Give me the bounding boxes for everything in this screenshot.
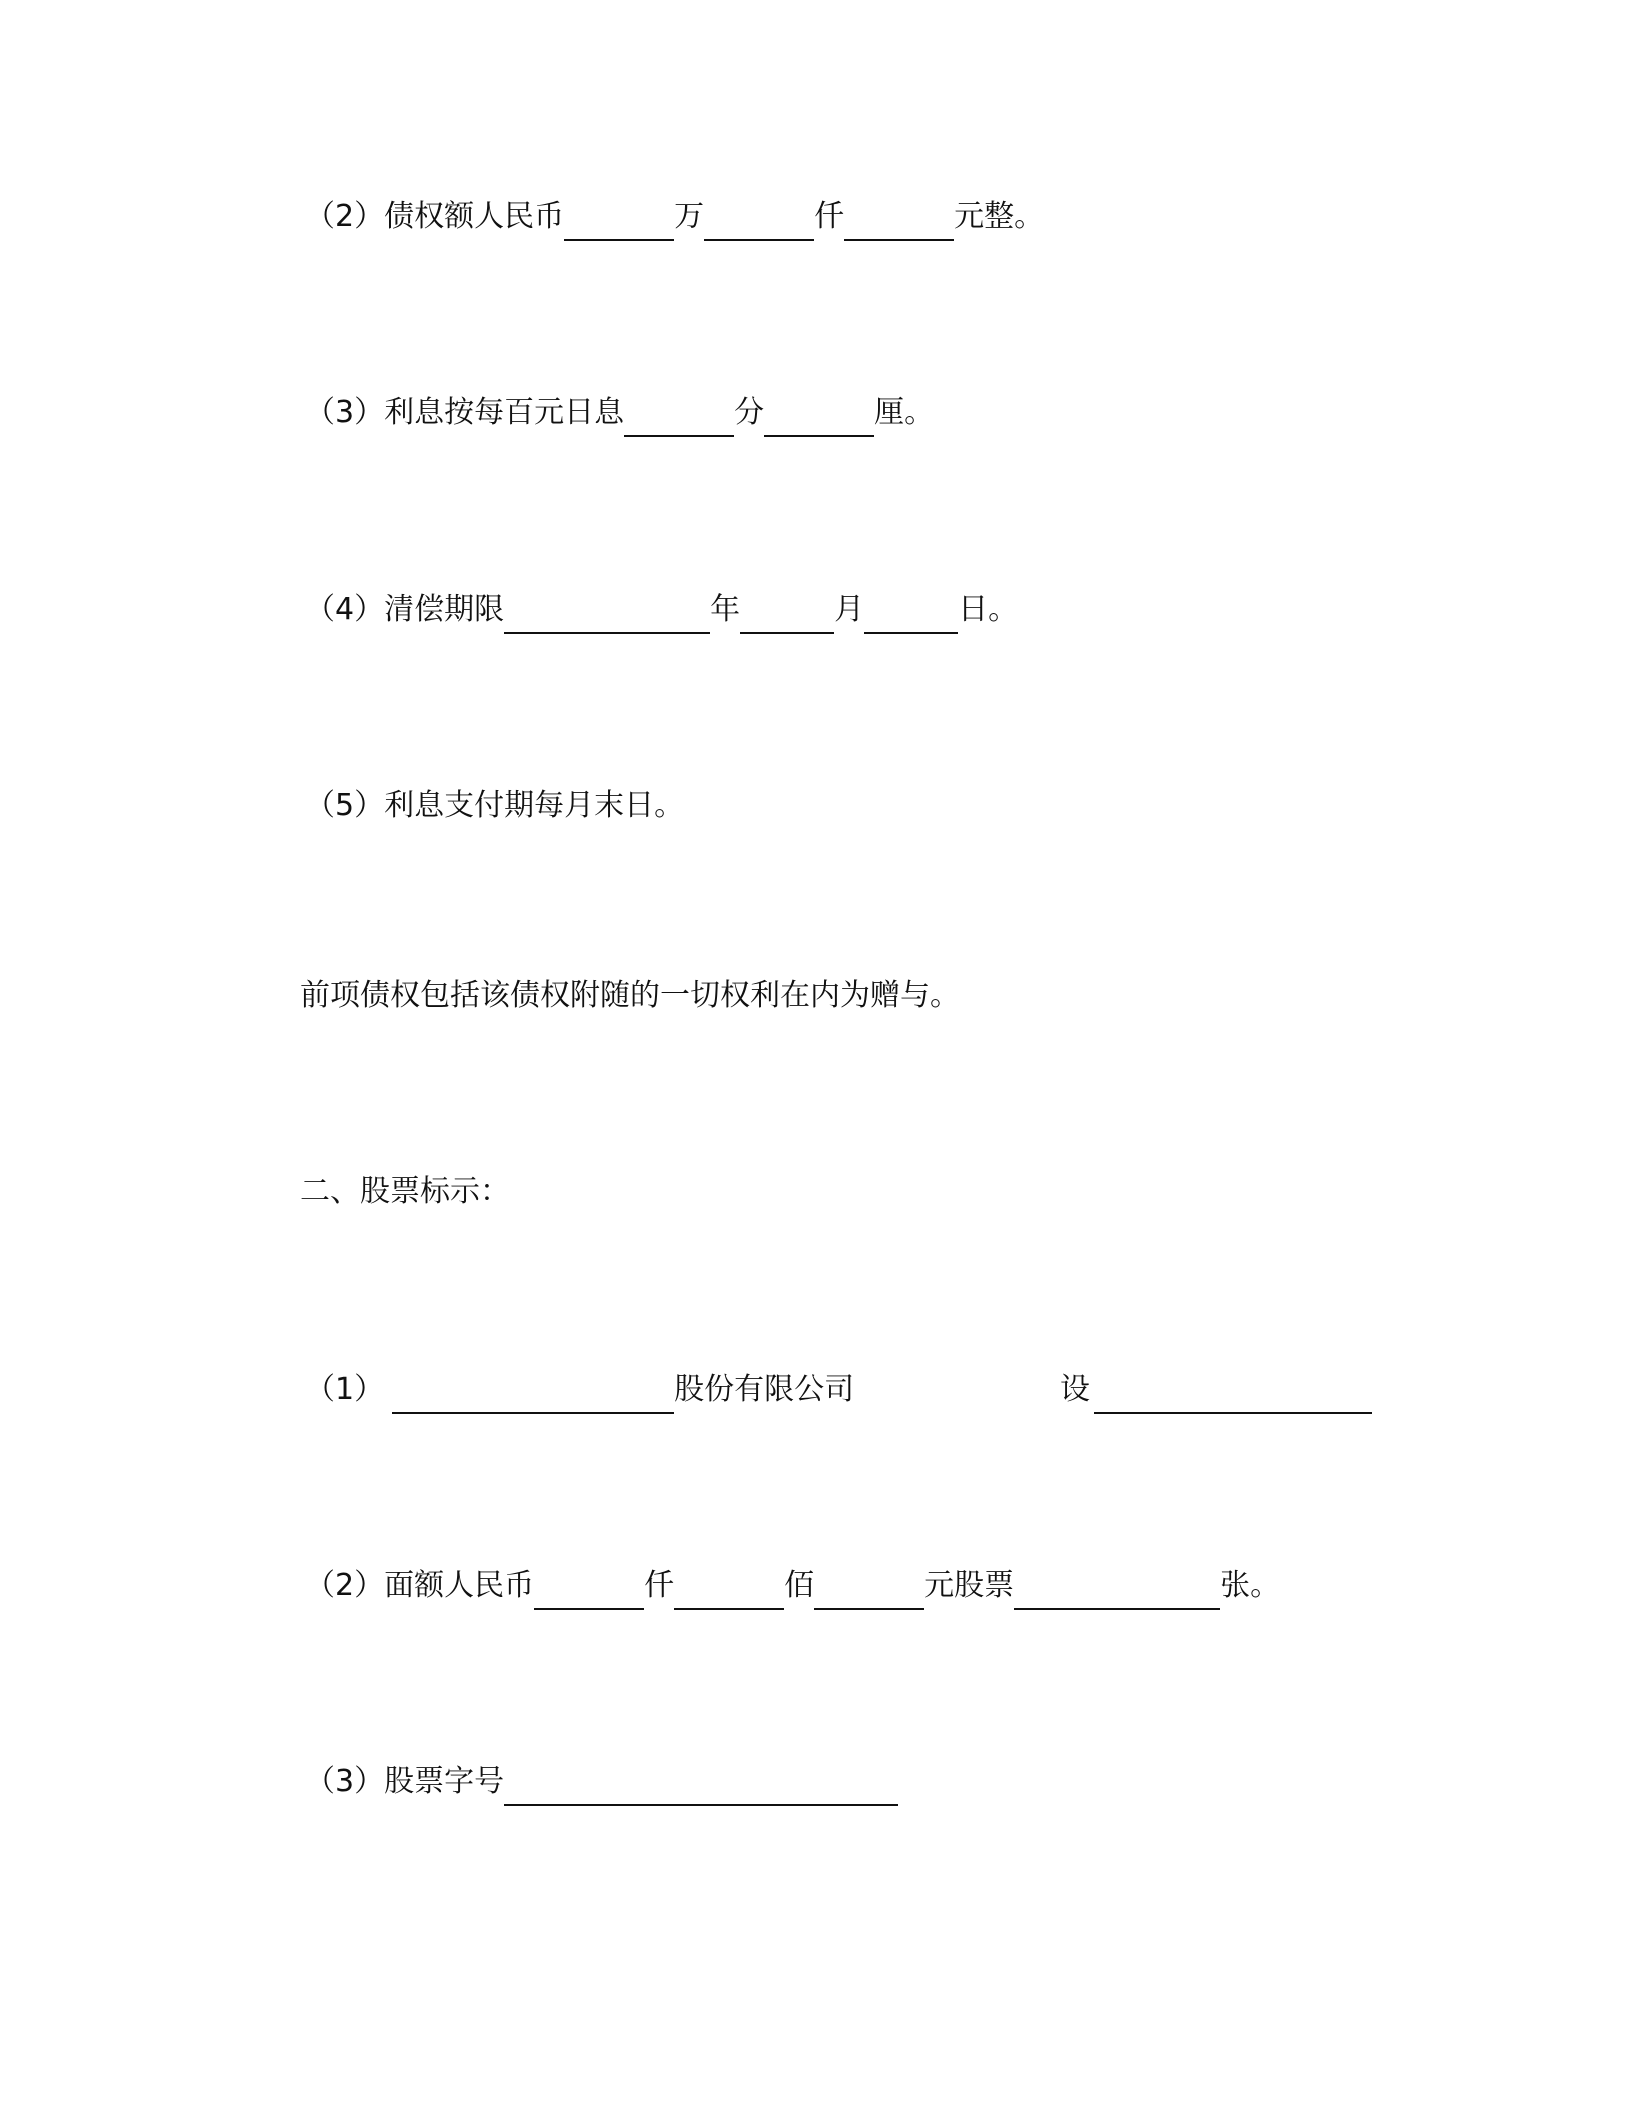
fen-unit: 分 [734,395,765,430]
debt-amount-label: 债权额人民币 [384,199,565,234]
qian-unit: 仟 [814,199,845,234]
zhang-unit: 张。 [1220,1568,1281,1603]
stock-serial-label: 股票字号 [384,1764,505,1799]
stock-face-value-line [305,1556,1280,1616]
share-count-blank[interactable] [1014,1562,1220,1610]
section-heading-text: 二、股票标示： [300,1174,510,1209]
stock-company-line [305,1360,854,1420]
stock-serial-blank[interactable] [504,1758,898,1806]
location-blank[interactable] [1094,1366,1372,1414]
month-unit: 月 [834,592,865,627]
interest-rate-label: 利息按每百元日息 [384,395,625,430]
month-blank[interactable] [740,586,834,634]
qian-unit: 仟 [644,1568,675,1603]
interest-payment-line [305,776,684,836]
item-number: （2） [305,199,385,234]
debt-amount-line [305,187,1044,247]
qian-blank[interactable] [704,193,814,241]
li-blank[interactable] [764,389,874,437]
yuan-unit: 元整。 [954,199,1045,234]
bai-blank[interactable] [674,1562,784,1610]
stock-serial-line [305,1752,898,1812]
item-number: （3） [305,395,385,430]
gift-scope-note [300,966,960,1026]
year-unit: 年 [710,592,741,627]
stock-location-line [1060,1360,1372,1420]
section-heading [300,1162,510,1222]
yuan-blank[interactable] [844,193,954,241]
day-unit: 日。 [958,592,1019,627]
gift-scope-text: 前项债权包括该债权附随的一切权利在内为赠与。 [300,978,960,1013]
repayment-deadline-label: 清偿期限 [384,592,505,627]
interest-payment-text: 利息支付期每月末日。 [384,788,685,823]
bai-unit: 佰 [784,1568,815,1603]
fen-blank[interactable] [624,389,734,437]
li-unit: 厘。 [874,395,935,430]
item-number: （5） [305,788,385,823]
year-blank[interactable] [504,586,710,634]
item-number: （3） [305,1764,385,1799]
interest-rate-line [305,383,934,443]
yuan-blank[interactable] [814,1562,924,1610]
company-name-blank[interactable] [392,1366,674,1414]
wan-blank[interactable] [564,193,674,241]
day-blank[interactable] [864,586,958,634]
yuan-stock-label: 元股票 [924,1568,1015,1603]
location-label: 设 [1060,1372,1090,1407]
wan-unit: 万 [674,199,705,234]
item-number: （2） [305,1568,385,1603]
company-suffix: 股份有限公司 [674,1372,855,1407]
item-number: （1） [305,1372,385,1407]
face-value-label: 面额人民币 [384,1568,535,1603]
qian-blank[interactable] [534,1562,644,1610]
repayment-deadline-line [305,580,1018,640]
item-number: （4） [305,592,385,627]
